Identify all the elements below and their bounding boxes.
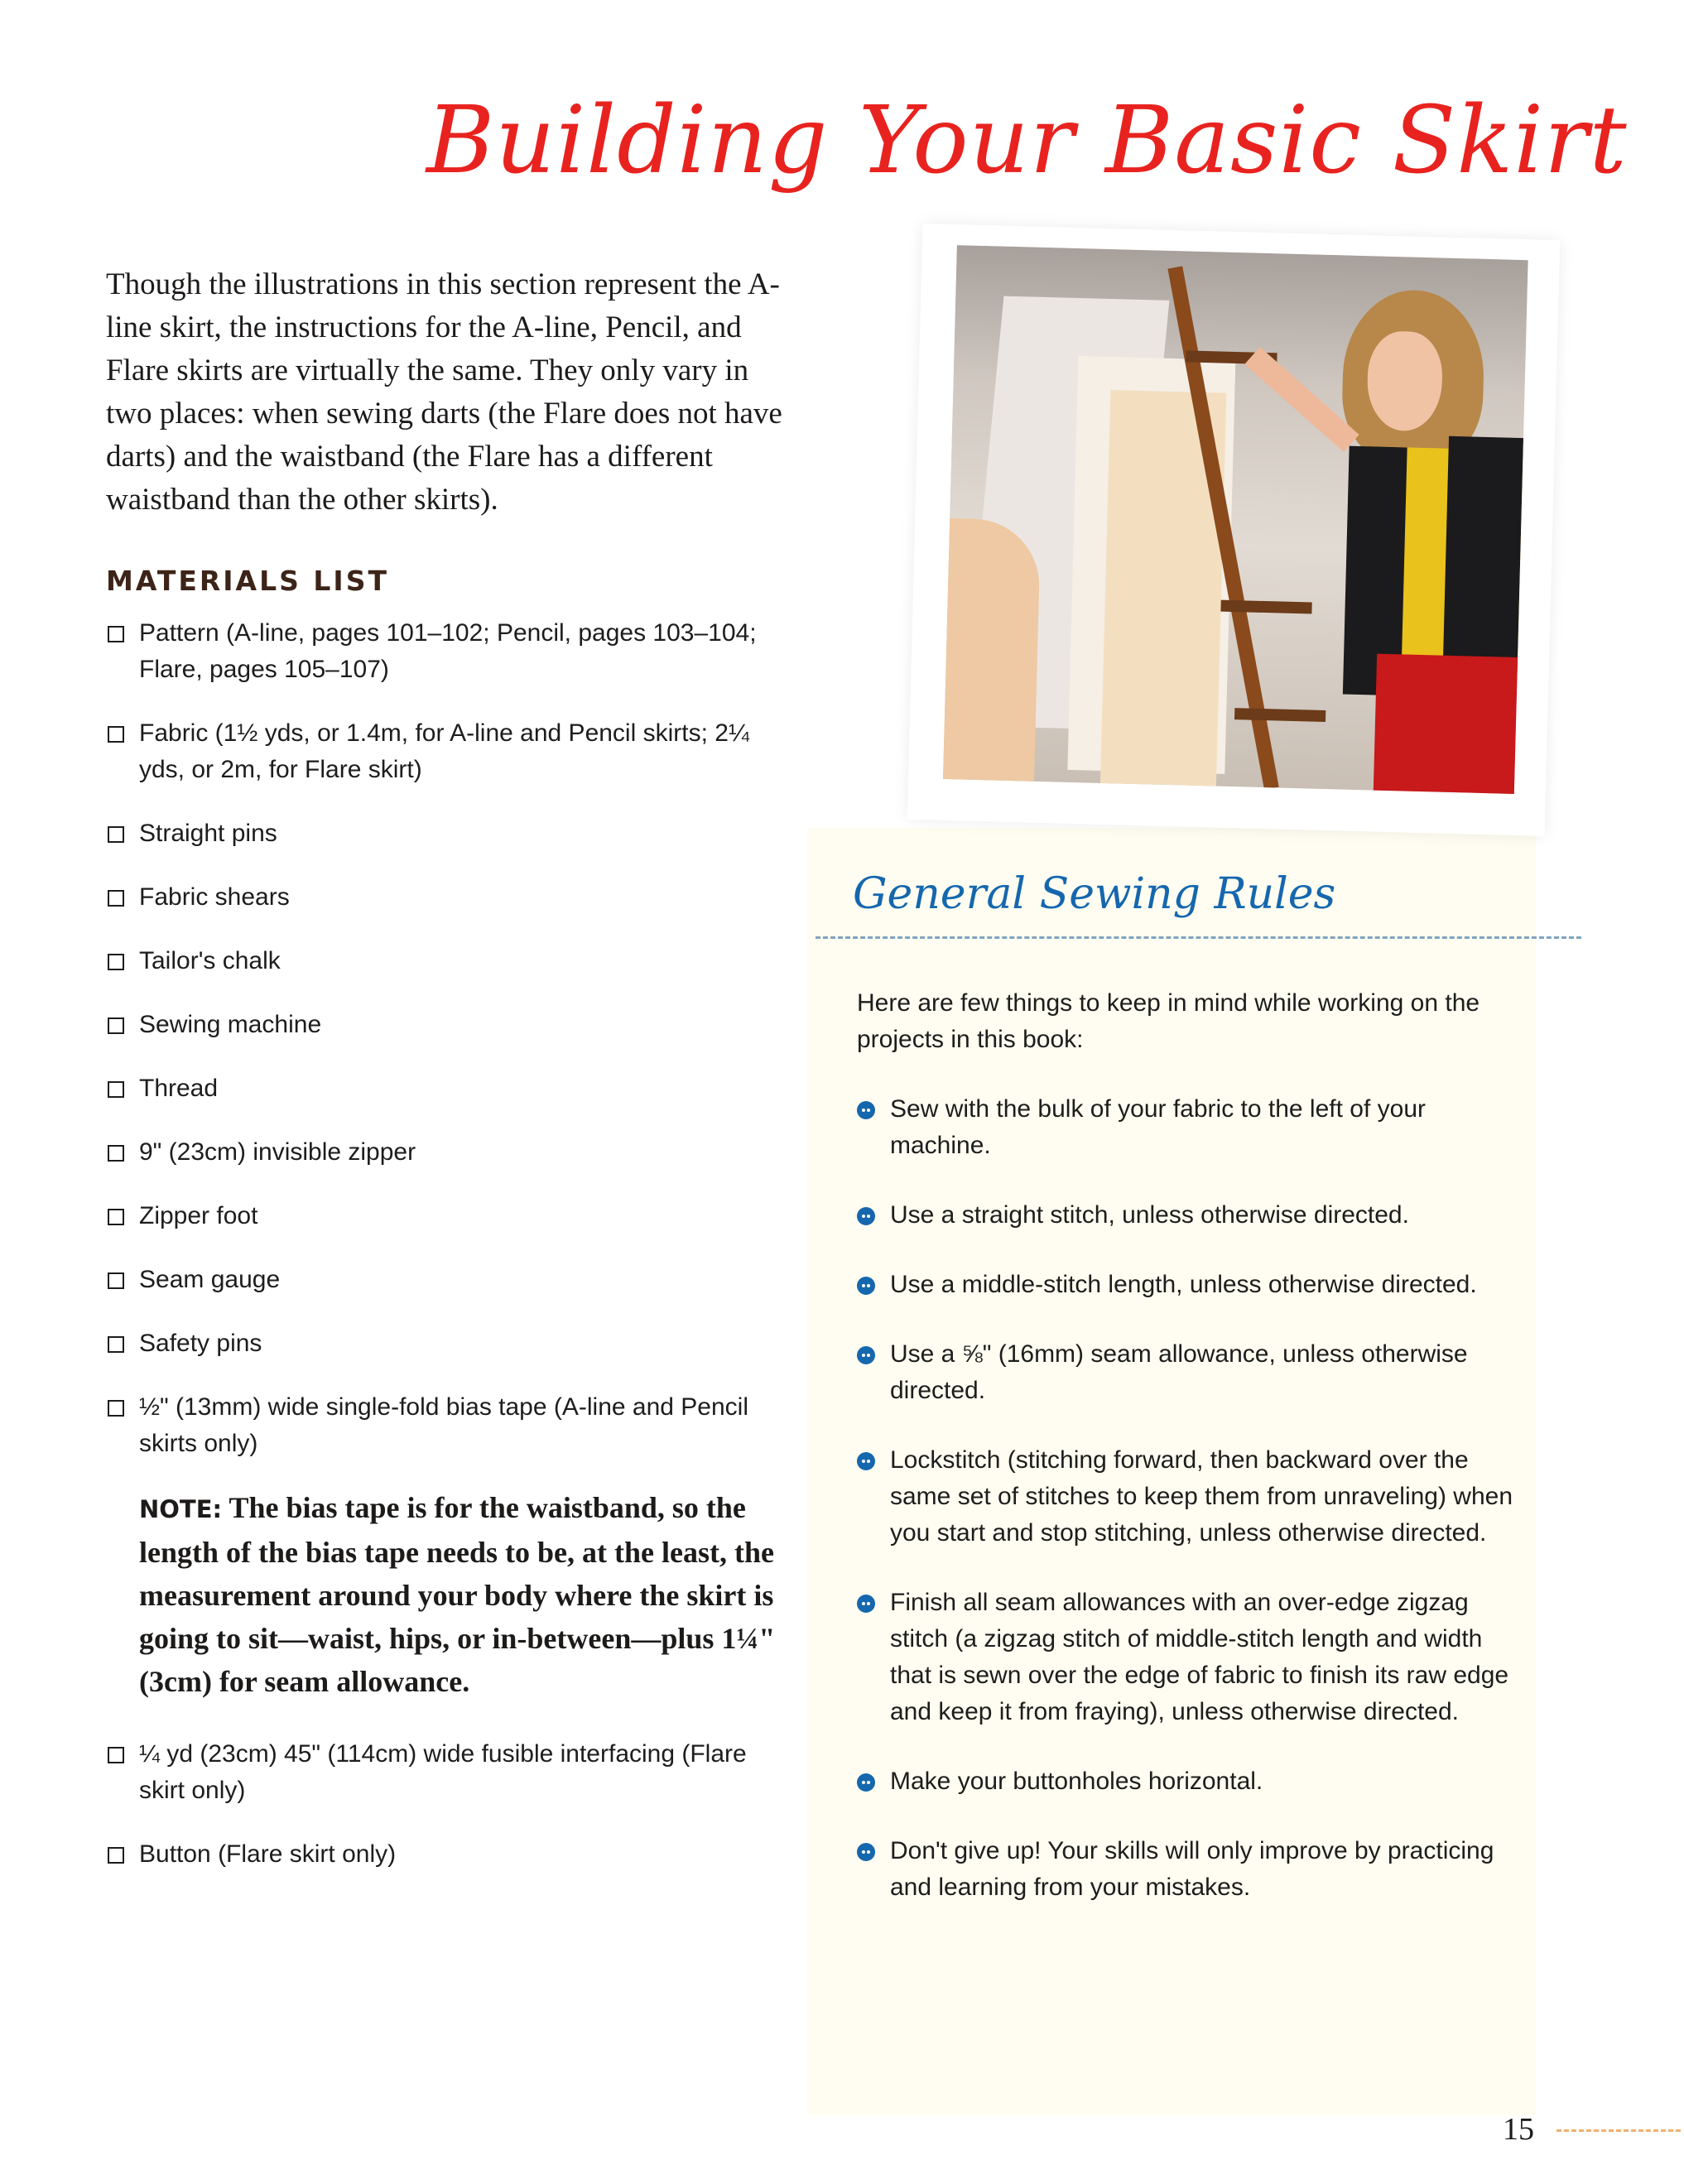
- checkbox-icon[interactable]: [108, 1145, 124, 1162]
- checkbox-icon[interactable]: [108, 1336, 124, 1353]
- rule-item: [857, 1267, 1519, 1303]
- left-column: [106, 263, 810, 1900]
- rule-text: Don't give up! Your skills will only improve by practicing and learning from your mistakes.: [890, 1837, 1494, 1901]
- checkbox-icon[interactable]: [108, 626, 124, 642]
- rule-item: [857, 1091, 1519, 1164]
- rules-intro: Here are few things to keep in mind while working on the projects in this book:: [857, 989, 1480, 1053]
- checkbox-icon[interactable]: [108, 1017, 124, 1034]
- materials-item: [106, 1325, 793, 1362]
- rules-heading: General Sewing Rules: [853, 869, 1336, 919]
- photo-frame: [907, 224, 1561, 836]
- checkbox-icon[interactable]: [108, 1747, 124, 1763]
- materials-item-label: ½" (13mm) wide single-fold bias tape (A-line and Pencil skirts only): [139, 1393, 748, 1457]
- photo-ladder-rung: [1220, 600, 1311, 614]
- button-bullet-icon: [857, 1843, 875, 1861]
- materials-item-label: Seam gauge: [139, 1266, 281, 1293]
- materials-list: [106, 615, 810, 1462]
- rule-item: [857, 1833, 1519, 1906]
- materials-item-label: Fabric shears: [139, 883, 290, 911]
- materials-item-label: Straight pins: [139, 820, 277, 847]
- checkbox-icon[interactable]: [108, 1847, 124, 1864]
- rule-text: Use a straight stitch, unless otherwise directed.: [890, 1201, 1409, 1229]
- materials-item: [106, 943, 793, 979]
- materials-item-label: Zipper foot: [139, 1202, 258, 1229]
- button-bullet-icon: [857, 1595, 875, 1613]
- materials-item-label: ¼ yd (23cm) 45" (114cm) wide fusible interfacing (Flare skirt only): [139, 1740, 747, 1804]
- materials-item-label: Safety pins: [139, 1330, 262, 1357]
- page-title: Building Your Basic Skirt: [426, 87, 1628, 195]
- intro-paragraph: Though the illustrations in this section represent the A-line skirt, the instructions for the A-line, Pencil, and Flare skirts are virtually the same. They only vary in two places: when sewing darts (the Flare does not have darts) and the waistband (the Flare has a different waistband than the other skirts).: [106, 267, 782, 517]
- button-bullet-icon: [857, 1346, 875, 1364]
- photo-red-skirt: [1374, 654, 1522, 794]
- materials-item: [106, 1198, 793, 1234]
- button-bullet-icon: [857, 1101, 875, 1119]
- materials-item: [106, 815, 793, 852]
- rules-list: [857, 1091, 1519, 1939]
- rule-text: Use a middle-stitch length, unless otherwise directed.: [890, 1271, 1477, 1298]
- materials-heading: MATERIALS LIST: [106, 565, 389, 597]
- checkbox-icon[interactable]: [108, 890, 124, 907]
- materials-item: [106, 1007, 793, 1043]
- checkbox-icon[interactable]: [108, 1209, 124, 1225]
- checkbox-icon[interactable]: [108, 726, 124, 743]
- materials-item: [106, 1070, 793, 1107]
- checkbox-icon[interactable]: [108, 954, 124, 970]
- materials-item-label: Tailor's chalk: [139, 947, 281, 974]
- checkbox-icon[interactable]: [108, 826, 124, 843]
- page-number: 15: [1503, 2112, 1534, 2147]
- materials-list-continued: [106, 1736, 810, 1873]
- rule-text: Sew with the bulk of your fabric to the left of your machine.: [890, 1095, 1426, 1159]
- button-bullet-icon: [857, 1277, 875, 1295]
- button-bullet-icon: [857, 1207, 875, 1225]
- note-text: The bias tape is for the waistband, so the length of the bias tape needs to be, at the least, the measurement around your body where the skirt is going to sit—waist, hips, or in-between—plus 1¼" (3cm) for seam allowance.: [139, 1491, 776, 1698]
- materials-item: [106, 615, 793, 688]
- photo-woman-on-ladder: [943, 245, 1528, 794]
- materials-item: [106, 1134, 793, 1171]
- checkbox-icon[interactable]: [108, 1081, 124, 1098]
- rule-text: Finish all seam allowances with an over-edge zigzag stitch (a zigzag stitch of middle-stitch length and width that is sewn over the edge of fabric to finish its raw edge and keep it from fraying), unless otherwise directed.: [890, 1589, 1509, 1725]
- materials-item-label: 9" (23cm) invisible zipper: [139, 1138, 416, 1166]
- materials-item: [106, 715, 793, 788]
- rule-item: [857, 1442, 1519, 1551]
- materials-item: [106, 1736, 793, 1809]
- bias-tape-note: [139, 1486, 801, 1703]
- note-label: NOTE:: [139, 1495, 223, 1523]
- page-number-dashes: [1556, 2129, 1681, 2132]
- materials-item: [106, 879, 793, 916]
- materials-item: [106, 1389, 793, 1462]
- materials-item-label: Pattern (A-line, pages 101–102; Pencil, pages 103–104; Flare, pages 105–107): [139, 619, 757, 683]
- button-bullet-icon: [857, 1773, 875, 1792]
- checkbox-icon[interactable]: [108, 1272, 124, 1289]
- rule-text: Lockstitch (stitching forward, then backward over the same set of stitches to keep them from unraveling) when you start and stop stitching, unless otherwise directed.: [890, 1446, 1513, 1547]
- rule-item: [857, 1197, 1519, 1234]
- materials-item: [106, 1836, 793, 1873]
- button-bullet-icon: [857, 1452, 875, 1470]
- materials-item-label: Sewing machine: [139, 1011, 322, 1038]
- rule-item: [857, 1585, 1519, 1730]
- rule-text: Make your buttonholes horizontal.: [890, 1768, 1263, 1795]
- rule-item: [857, 1336, 1519, 1409]
- photo-dress-form: [943, 518, 1041, 794]
- materials-item-label: Fabric (1½ yds, or 1.4m, for A-line and Pencil skirts; 2¼ yds, or 2m, for Flare skirt): [139, 719, 749, 783]
- checkbox-icon[interactable]: [108, 1400, 124, 1417]
- materials-item-label: Thread: [139, 1075, 219, 1102]
- dashed-divider: [816, 936, 1581, 939]
- materials-item: [106, 1262, 793, 1298]
- rule-text: Use a ⅝" (16mm) seam allowance, unless otherwise directed.: [890, 1340, 1468, 1404]
- rule-item: [857, 1763, 1519, 1800]
- photo-ladder-rung: [1234, 708, 1326, 722]
- materials-item-label: Button (Flare skirt only): [139, 1840, 397, 1868]
